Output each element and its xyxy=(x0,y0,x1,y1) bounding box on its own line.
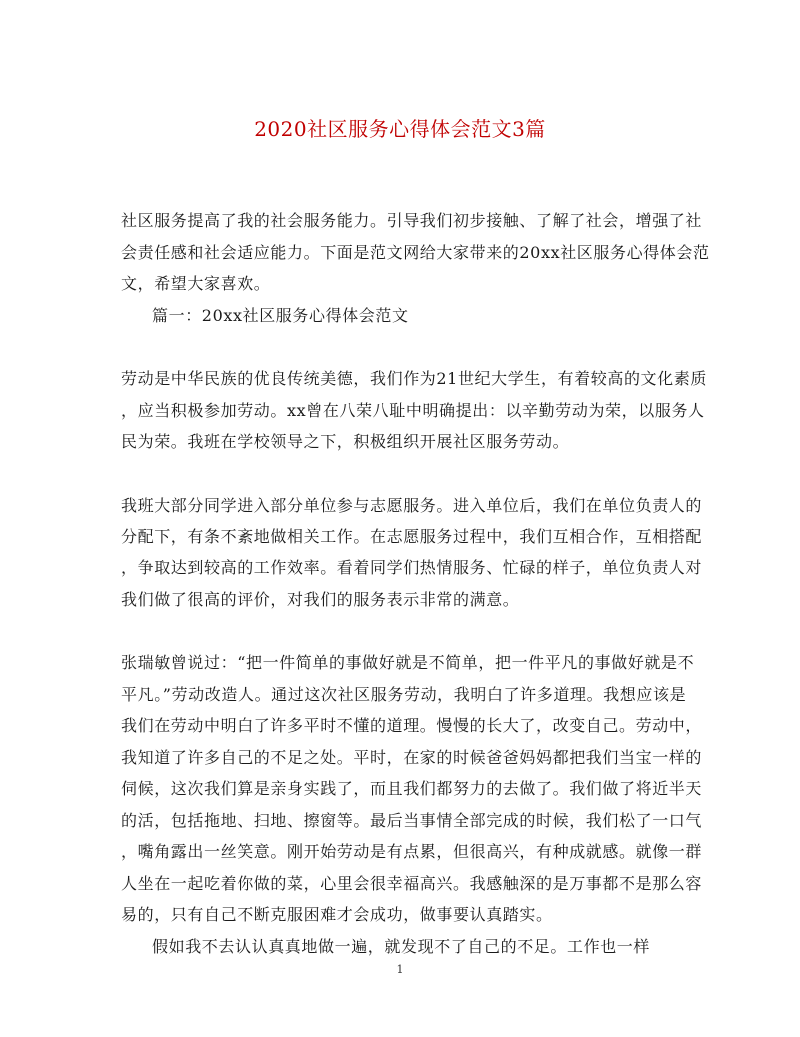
para3-line-7: ，嘴角露出一丝笑意。刚开始劳动是有点累，但很高兴，有种成就感。就像一群 xyxy=(121,842,703,861)
para2-line-4: 我们做了很高的评价，对我们的服务表示非常的满意。 xyxy=(121,590,520,609)
para3-line-6: 的活，包括拖地、扫地、擦窗等。最后当事情全部完成的时候，我们松了一口气 xyxy=(121,811,703,830)
para4-line-1: 假如我不去认认真真地做一遍，就发现不了自己的不足。工作也一样 xyxy=(152,937,651,956)
para3-line-9: 易的，只有自己不断克服困难才会成功，做事要认真踏实。 xyxy=(121,905,553,924)
section-heading: 篇一：20xx社区服务心得体会范文 xyxy=(152,306,409,325)
para3-line-1: 张瑞敏曾说过：“把一件简单的事做好就是不简单，把一件平凡的事做好就是不 xyxy=(121,653,695,672)
para2-line-1: 我班大部分同学进入部分单位参与志愿服务。进入单位后，我们在单位负责人的 xyxy=(121,496,703,515)
page-number: 1 xyxy=(396,963,404,976)
para2-line-3: ，争取达到较高的工作效率。看着同学们热情服务、忙碌的样子，单位负责人对 xyxy=(121,558,703,577)
para3-line-8: 人坐在一起吃着你做的菜，心里会很幸福高兴。我感触深的是万事都不是那么容 xyxy=(121,874,703,893)
para3-line-4: 我知道了许多自己的不足之处。平时，在家的时候爸爸妈妈都把我们当宝一样的 xyxy=(121,748,703,767)
para3-line-2: 平凡。”劳动改造人。通过这次社区服务劳动，我明白了许多道理。我想应该是 xyxy=(121,685,687,704)
para1-line-1: 劳动是中华民族的优良传统美德，我们作为21世纪大学生，有着较高的文化素质 xyxy=(121,369,707,388)
para1-line-2: ，应当积极参加劳动。xx曾在八荣八耻中明确提出：以辛勤劳动为荣，以服务人 xyxy=(121,401,705,420)
document-title: 2020社区服务心得体会范文3篇 xyxy=(254,117,546,141)
para2-line-2: 分配下，有条不紊地做相关工作。在志愿服务过程中，我们互相合作，互相搭配 xyxy=(121,527,703,546)
intro-line-1: 社区服务提高了我的社会服务能力。引导我们初步接触、了解了社会，增强了社 xyxy=(121,211,703,230)
para3-line-3: 我们在劳动中明白了许多平时不懂的道理。慢慢的长大了，改变自己。劳动中， xyxy=(121,716,703,735)
para3-line-5: 伺候，这次我们算是亲身实践了，而且我们都努力的去做了。我们做了将近半天 xyxy=(121,779,703,798)
intro-line-3: 文，希望大家喜欢。 xyxy=(121,274,271,293)
para1-line-3: 民为荣。我班在学校领导之下，积极组织开展社区服务劳动。 xyxy=(121,432,570,451)
intro-line-2: 会责任感和社会适应能力。下面是范文网给大家带来的20xx社区服务心得体会范 xyxy=(121,243,710,262)
